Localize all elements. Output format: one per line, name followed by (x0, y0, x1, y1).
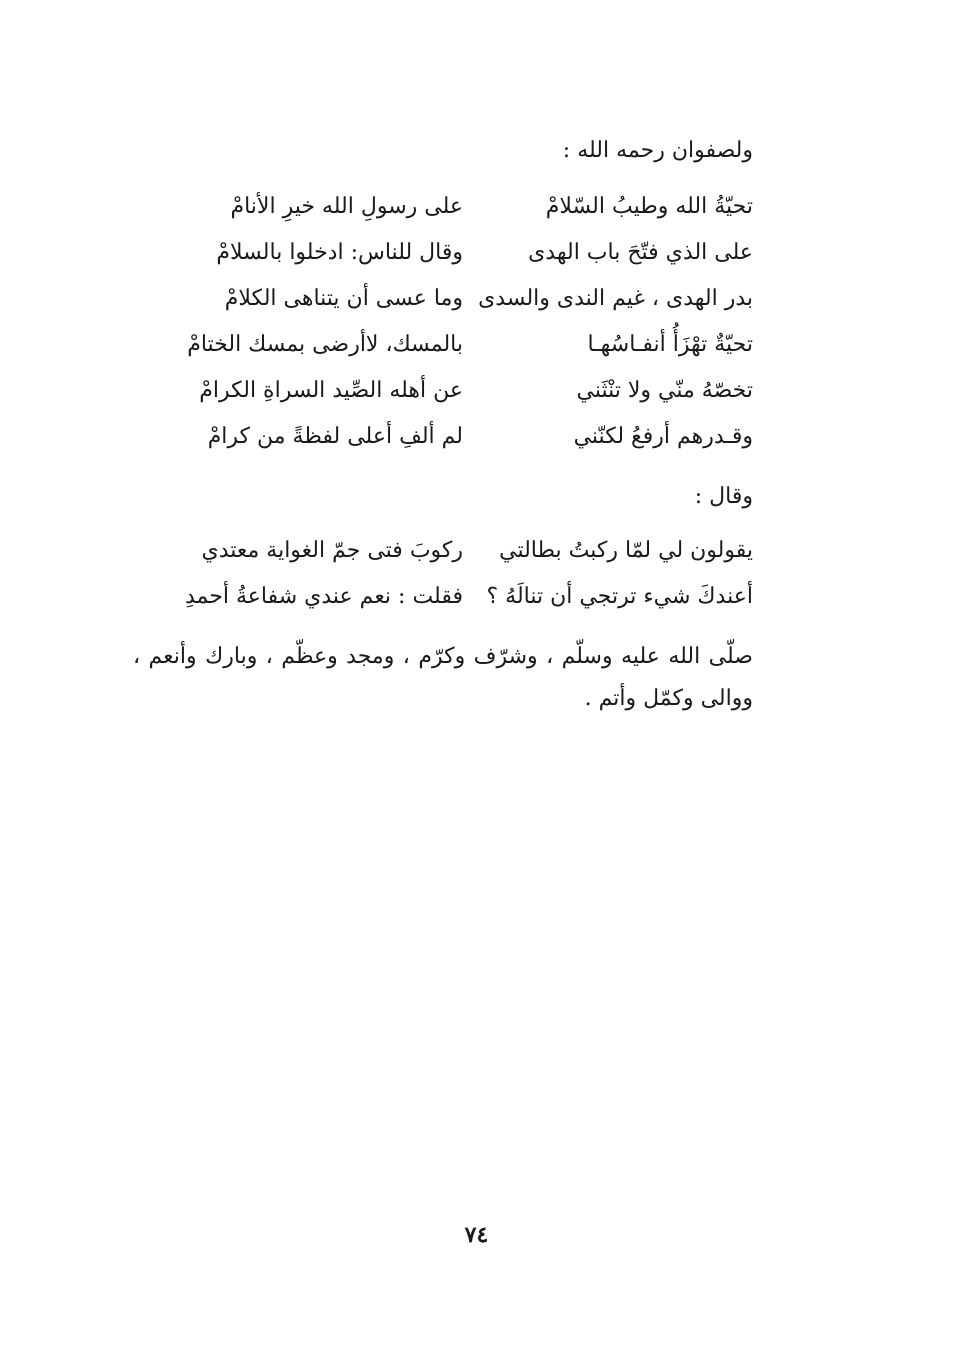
poem-second (185, 528, 753, 620)
verse (185, 574, 753, 620)
verse (193, 414, 753, 460)
hemistich-first: وقـدرهم أرفعُ لكنّني (573, 424, 753, 449)
hemistich-second: على رسولِ الله خيرِ الأنامْ (230, 194, 463, 219)
verse (193, 230, 753, 276)
verse (193, 368, 753, 414)
hemistich-second: وما عسى أن يتناهى الكلامْ (224, 286, 463, 311)
hemistich-first: تحيّةُ الله وطيبُ السّلامْ (545, 194, 753, 219)
hemistich-first: تخصّهُ منّي ولا تنْثَني (576, 378, 753, 403)
hemistich-second: وقال للناس: ادخلوا بالسلامْ (216, 240, 463, 265)
hemistich-first: يقولون لي لمّا ركبتُ بطالتي (499, 538, 753, 563)
poem-first (187, 184, 753, 460)
hemistich-second: عن أهله الصِّيد السراةِ الكرامْ (199, 378, 463, 403)
verse (193, 184, 753, 230)
page-number: ٧٤ (464, 1222, 489, 1248)
verse (193, 276, 753, 322)
poem-introduction: ولصفوان رحمه الله : (562, 138, 753, 163)
hemistich-second: فقلت : نعم عندي شفاعةُ أحمدِ (185, 584, 463, 609)
closing-prayer: صلّى الله عليه وسلّم ، وشرّف وكرّم ، ومجد وعظّم ، وبارك وأنعم ، ووالى وكمّل وأتم . (133, 644, 753, 711)
poem-introduction: وقال : (694, 484, 753, 509)
hemistich-second: بالمسك، لاأرضى بمسك الختامْ (187, 332, 463, 357)
hemistich-first: تحيّةٌ تهْزَأُ أنفـاسُهـا (587, 332, 753, 357)
hemistich-first: بدر الهدى ، غيم الندى والسدى (478, 286, 753, 311)
hemistich-second: ركوبَ فتى جمّ الغواية معتدي (201, 538, 463, 563)
hemistich-first: على الذي فتّحَ باب الهدى (528, 240, 753, 265)
hemistich-second: لم ألفِ أعلى لفظةً من كرامْ (207, 424, 463, 449)
verse (193, 528, 753, 574)
verse (187, 322, 753, 368)
hemistich-first: أعندكَ شيء ترتجي أن تنالَهُ ؟ (486, 584, 753, 609)
